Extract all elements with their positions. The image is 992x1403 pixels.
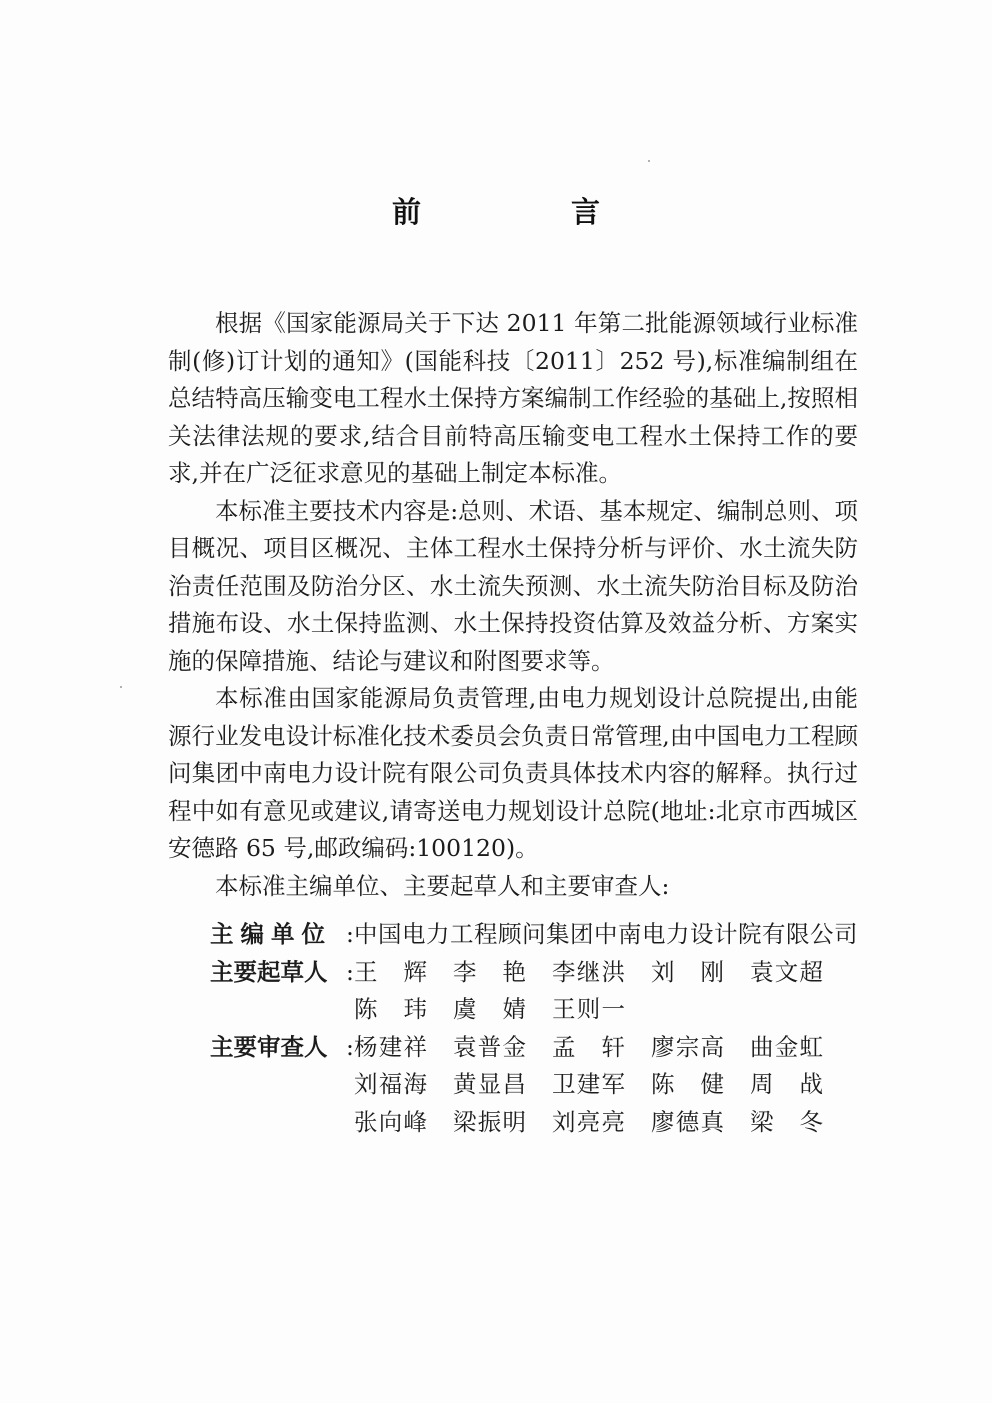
person-name: 袁普金 bbox=[453, 1032, 526, 1061]
colon: : bbox=[346, 957, 354, 986]
person-name: 周 战 bbox=[750, 1070, 823, 1098]
reviewers-names bbox=[354, 1066, 849, 1104]
person-name: 黄显昌 bbox=[453, 1070, 526, 1098]
reviewers-row-continued bbox=[210, 1066, 858, 1104]
reviewers-names bbox=[354, 1104, 849, 1142]
paragraph-basis: 根据《国家能源局关于下达 2011 年第二批能源领域行业标准制(修)订计划的通知》(国能科技〔2011〕252 号),标准编制组在总结特高压输变电工程水土保持方案编制工作经验的基础上,按照相关法律法规的要求,结合目前特高压输变电工程水土保持工作的要求,并在广泛征求意见的基础上制定本标准。 bbox=[168, 309, 858, 487]
person-name: 袁文超 bbox=[750, 957, 823, 986]
person-name: 刘 刚 bbox=[651, 957, 724, 986]
colon: : bbox=[346, 920, 354, 948]
person-name: 陈 玮 bbox=[354, 995, 427, 1023]
person-name: 陈 健 bbox=[651, 1070, 724, 1098]
person-name: 曲金虹 bbox=[750, 1032, 823, 1061]
person-name: 梁 冬 bbox=[750, 1107, 823, 1136]
person-name: 张向峰 bbox=[354, 1107, 427, 1136]
reviewers-names bbox=[354, 1029, 849, 1067]
person-name: 卫建军 bbox=[552, 1070, 625, 1098]
drafters-row-continued bbox=[210, 991, 858, 1029]
person-name: 刘福海 bbox=[354, 1070, 427, 1098]
preface-body bbox=[168, 305, 858, 905]
paragraph-contents: 本标准主要技术内容是:总则、术语、基本规定、编制总则、项目概况、项目区概况、主体工程水土保持分析与评价、水土流失防治责任范围及防治分区、水土流失预测、水土流失防治目标及防治措施布设、水土保持监测、水土保持投资估算及效益分析、方案实施的保障措施、结论与建议和附图要求等。 bbox=[168, 496, 858, 675]
reviewers-row-continued bbox=[210, 1104, 858, 1142]
drafters-row bbox=[210, 954, 858, 992]
person-name: 廖宗高 bbox=[651, 1032, 724, 1061]
drafters-names bbox=[354, 954, 849, 992]
person-name: 王 辉 bbox=[354, 957, 427, 986]
chief-unit-row bbox=[210, 916, 858, 954]
personnel-roster bbox=[210, 916, 858, 1141]
person-name: 孟 轩 bbox=[552, 1032, 625, 1061]
paragraph-management: 本标准由国家能源局负责管理,由电力规划设计总院提出,由能源行业发电设计标准化技术委员会负责日常管理,由中国电力工程顾问集团中南电力设计院有限公司负责具体技术内容的解释。执行过程中如有意见或建议,请寄送电力规划设计总院(地址:北京市西城区安德路 65 号,邮政编码:100120)。 bbox=[168, 684, 858, 862]
person-name: 梁振明 bbox=[453, 1107, 526, 1136]
page-title: 前 言 bbox=[391, 195, 671, 229]
paragraph-roster-intro: 本标准主编单位、主要起草人和主要审查人: bbox=[215, 871, 670, 900]
person-name: 李继洪 bbox=[552, 957, 625, 986]
reviewers-label: 主要审查人 bbox=[210, 1032, 328, 1061]
person-name: 虞 婧 bbox=[453, 995, 526, 1023]
person-name: 刘亮亮 bbox=[552, 1107, 625, 1136]
chief-unit-value: 中国电力工程顾问集团中南电力设计院有限公司 bbox=[354, 920, 858, 948]
person-name: 杨建祥 bbox=[354, 1032, 427, 1061]
person-name: 李 艳 bbox=[453, 957, 526, 986]
colon: : bbox=[346, 1032, 354, 1061]
chief-unit-label: 主编单位 bbox=[210, 920, 332, 948]
reviewers-row bbox=[210, 1029, 858, 1067]
scan-speck bbox=[120, 686, 122, 688]
drafters-names bbox=[354, 991, 651, 1029]
person-name: 王则一 bbox=[552, 995, 625, 1023]
person-name: 廖德真 bbox=[651, 1107, 724, 1136]
scan-speck bbox=[648, 160, 650, 162]
drafters-label: 主要起草人 bbox=[210, 957, 328, 986]
